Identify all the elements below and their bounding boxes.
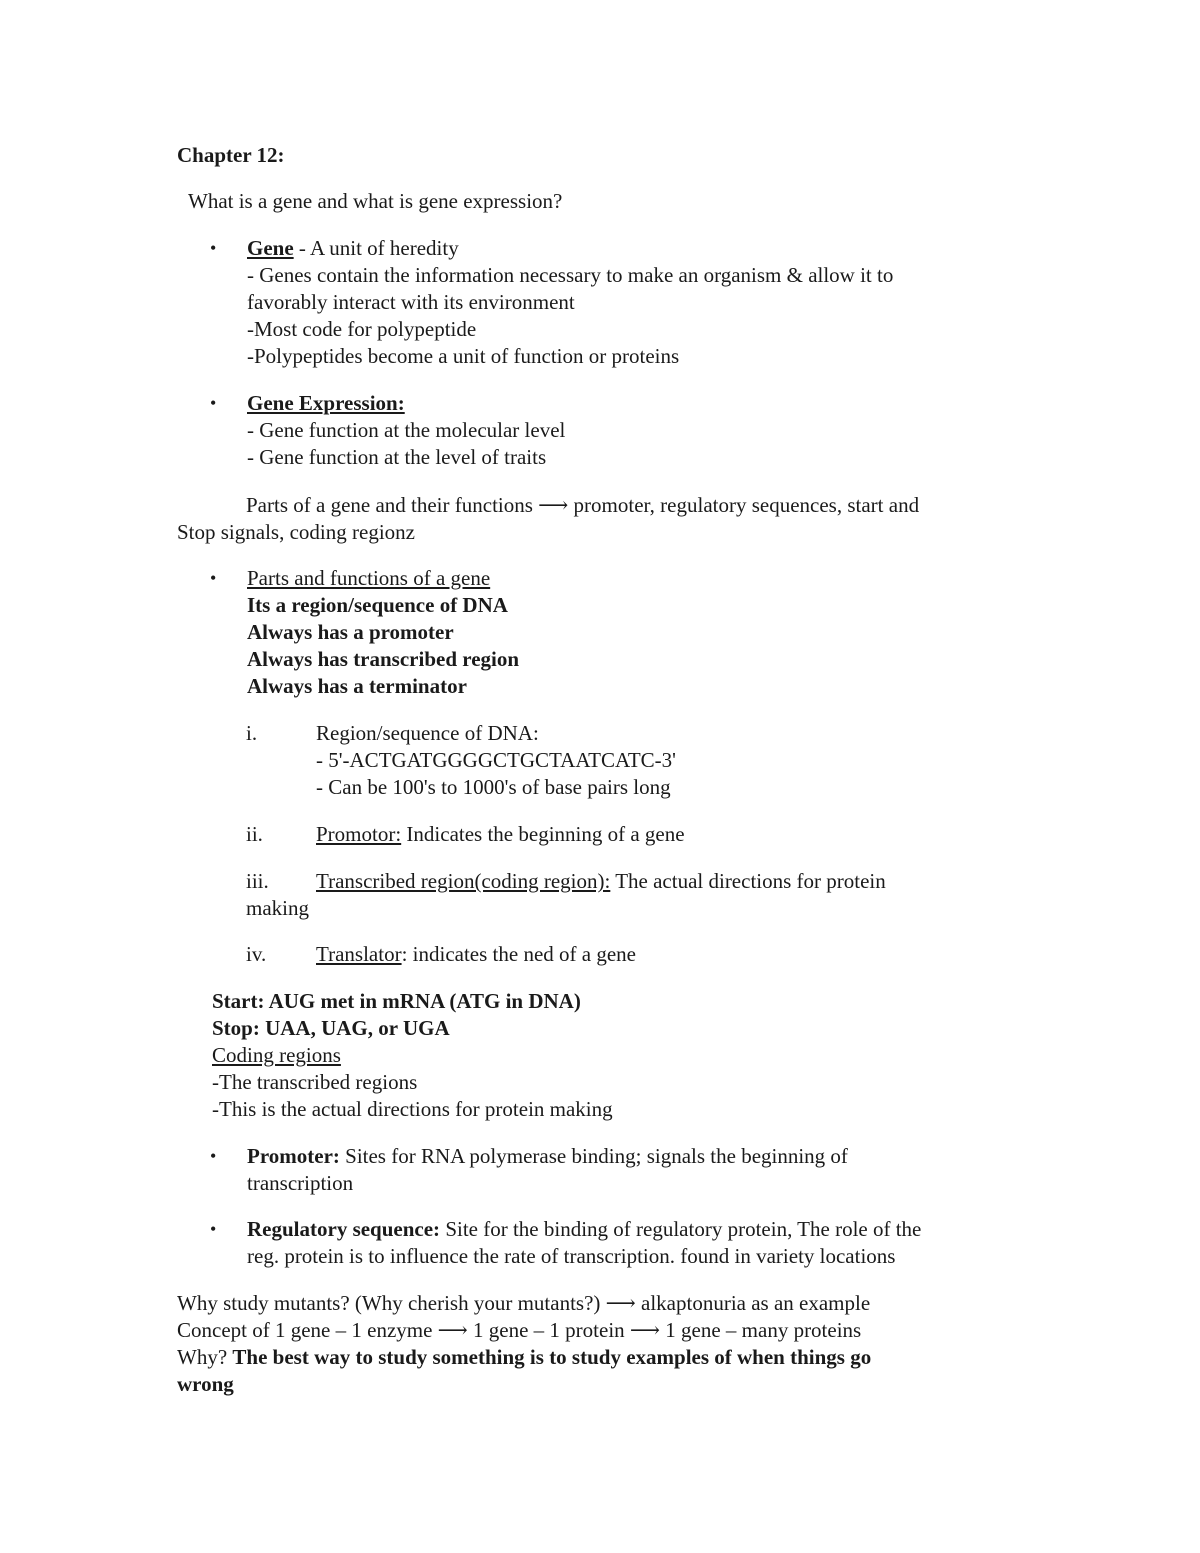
promoter-term: Promoter: <box>247 1144 340 1168</box>
right-arrow-icon: ⟶ <box>437 1318 468 1342</box>
mutants-text: Why study mutants? (Why cherish your mutants?) <box>177 1291 606 1315</box>
bullet-icon: • <box>210 1146 217 1166</box>
promoter-item <box>247 1143 848 1170</box>
chapter-title: Chapter 12: <box>177 143 285 167</box>
parts-intro-line <box>246 492 919 519</box>
why-label: Why? <box>177 1345 233 1369</box>
concept-text: Concept of 1 gene – 1 enzyme <box>177 1318 438 1342</box>
concept-line <box>177 1317 861 1344</box>
why-answer-cont: wrong <box>177 1372 234 1396</box>
right-arrow-icon: ⟶ <box>538 493 569 517</box>
bullet-icon: • <box>210 1219 217 1239</box>
gene-line: - Genes contain the information necessary to make an organism & allow it to <box>247 263 894 287</box>
gene-line: favorably interact with its environment <box>247 290 575 314</box>
numbered-item-line: - Can be 100's to 1000's of base pairs long <box>316 775 671 799</box>
mutants-text: alkaptonuria as an example <box>635 1291 871 1315</box>
section-question: What is a gene and what is gene expression? <box>188 189 563 213</box>
parts-bold-line: Always has a terminator <box>247 674 467 698</box>
gene-def: - A unit of heredity <box>293 236 459 260</box>
translator-text: : indicates the ned of a gene <box>401 942 636 966</box>
coding-regions-heading: Coding regions <box>212 1043 341 1067</box>
gene-expression-term: Gene Expression: <box>247 391 405 415</box>
gene-definition <box>247 235 459 262</box>
concept-text: 1 gene – many proteins <box>660 1318 862 1342</box>
numbered-item-title: Region/sequence of DNA: <box>316 721 539 745</box>
promoter-text: Sites for RNA polymerase binding; signals the beginning of <box>339 1144 848 1168</box>
stop-codon-line: Stop: UAA, UAG, or UGA <box>212 1016 450 1040</box>
numbered-item <box>316 941 636 968</box>
why-line <box>177 1344 871 1371</box>
parts-bold-line: Always has transcribed region <box>247 647 520 671</box>
start-codon-line: Start: AUG met in mRNA (ATG in DNA) <box>212 989 581 1013</box>
regulatory-item <box>247 1216 921 1243</box>
parts-intro-line: Stop signals, coding regionz <box>177 520 415 544</box>
regulatory-text: Site for the binding of regulatory protein, The role of the <box>440 1217 922 1241</box>
why-answer: The best way to study something is to study examples of when things go <box>232 1345 872 1369</box>
numbered-item <box>316 821 685 848</box>
bullet-icon: • <box>210 238 217 258</box>
list-number: iii. <box>246 869 269 893</box>
parts-intro-text: Parts of a gene and their functions <box>246 493 539 517</box>
gene-line: -Polypeptides become a unit of function or proteins <box>247 344 680 368</box>
parts-intro-text: promoter, regulatory sequences, start and <box>568 493 920 517</box>
promotor-text: Indicates the beginning of a gene <box>401 822 685 846</box>
concept-text: 1 gene – 1 protein <box>467 1318 630 1342</box>
regulatory-term: Regulatory sequence: <box>247 1217 441 1241</box>
gene-term: Gene <box>247 236 294 260</box>
list-number: iv. <box>246 942 267 966</box>
regulatory-cont: reg. protein is to influence the rate of transcription. found in variety locations <box>247 1244 896 1268</box>
numbered-item-cont: making <box>246 896 309 920</box>
promoter-cont: transcription <box>247 1171 354 1195</box>
transcribed-region-text: The actual directions for protein <box>610 869 886 893</box>
gene-expression-line: - Gene function at the molecular level <box>247 418 566 442</box>
parts-heading: Parts and functions of a gene <box>247 566 491 590</box>
bullet-icon: • <box>210 393 217 413</box>
gene-expression-line: - Gene function at the level of traits <box>247 445 547 469</box>
right-arrow-icon: ⟶ <box>629 1318 661 1342</box>
coding-regions-line: -This is the actual directions for protein making <box>212 1097 613 1121</box>
numbered-item <box>316 868 886 895</box>
mutants-line <box>177 1290 870 1317</box>
coding-regions-line: -The transcribed regions <box>212 1070 418 1094</box>
list-number: ii. <box>246 822 263 846</box>
gene-line: -Most code for polypeptide <box>247 317 477 341</box>
right-arrow-icon: ⟶ <box>605 1291 636 1315</box>
promotor-term: Promotor: <box>316 822 402 846</box>
numbered-item-line: - 5'-ACTGATGGGGCTGCTAATCATC-3' <box>316 748 676 772</box>
parts-bold-line: Always has a promoter <box>247 620 454 644</box>
transcribed-region-term: Transcribed region(coding region): <box>316 869 611 893</box>
translator-term: Translator <box>316 942 402 966</box>
bullet-icon: • <box>210 568 217 588</box>
parts-bold-line: Its a region/sequence of DNA <box>247 593 508 617</box>
list-number: i. <box>246 721 258 745</box>
